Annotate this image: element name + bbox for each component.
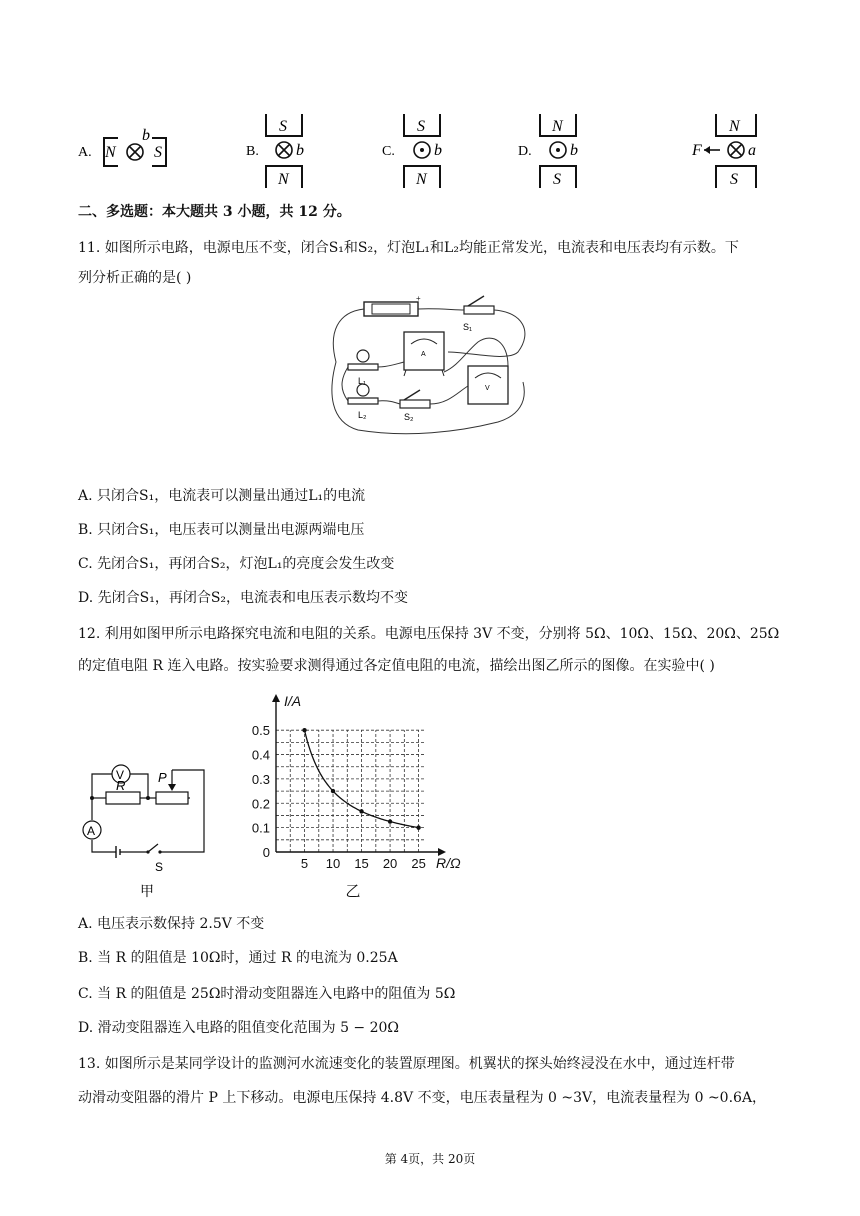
magnet-pole: S [730, 171, 738, 188]
rheostat [156, 792, 188, 804]
switch-label: S [155, 860, 164, 874]
y-tick-label: 0.1 [251, 820, 270, 836]
x-tick-label: 10 [325, 856, 341, 871]
q10-option-a [76, 126, 186, 176]
battery-icon [116, 846, 120, 858]
wire-label: b [296, 142, 304, 159]
resistor-r [106, 792, 140, 804]
q12-circuit-figure [76, 748, 216, 908]
y-tick-label: 0.5 [251, 723, 270, 739]
y-tick-label: 0.4 [251, 747, 270, 763]
magnet-pole: N [552, 118, 563, 135]
lamp-label: L₂ [358, 410, 367, 420]
q13-line2: 动滑动变阻器的滑片 P 上下移动。电源电压保持 4.8V 不变，电压表量程为 0 ~3V，电流表量程为 0 ~0.6A， [78, 1090, 767, 1106]
magnet-pole: N [729, 118, 740, 135]
data-point [302, 728, 306, 732]
q11-circuit-figure [318, 292, 544, 440]
magnet-pole: N [416, 171, 427, 188]
x-tick-label: 5 [300, 856, 309, 871]
figure-caption: 甲 [140, 883, 154, 899]
arrow-left-icon [704, 146, 710, 154]
magnet-pole: N [105, 144, 116, 161]
voltmeter-label: V [116, 768, 125, 782]
q13-line1: 13. 如图所示是某同学设计的监测河水流速变化的装置原理图。机翼状的探头始终浸没在水中，通过连杆带 [78, 1056, 735, 1072]
q10-option-d [518, 110, 598, 190]
data-point [331, 789, 335, 793]
q11-stem-line2: 列分析正确的是( ) [78, 270, 192, 286]
magnet-pole: S [553, 171, 561, 188]
section-title: 二、多选题：本大题共 3 小题，共 12 分。 [78, 204, 351, 220]
q11-option-d: D. 先闭合S₁，再闭合S₂，电流表和电压表示数均不变 [78, 590, 409, 606]
y-tick-label: 0.2 [251, 796, 270, 812]
q12-option-c: C. 当 R 的阻值是 25Ω时滑动变阻器连入电路中的阻值为 5Ω [78, 986, 456, 1002]
magnet-pole: N [278, 171, 289, 188]
wire-label: a [748, 142, 756, 159]
data-point [416, 825, 420, 829]
q11-option-a: A. 只闭合S₁，电流表可以测量出通过L₁的电流 [78, 488, 366, 504]
q12-option-d: D. 滑动变阻器连入电路的阻值变化范围为 5 − 20Ω [78, 1020, 400, 1036]
q11-option-b: B. 只闭合S₁，电压表可以测量出电源两端电压 [78, 522, 365, 538]
q10-reference-figure [690, 110, 780, 190]
y-tick-label: 0.3 [251, 771, 270, 787]
q12-stem-line2: 的定值电阻 R 连入电路。按实验要求测得通过各定值电阻的电流，描绘出图乙所示的图像。在实验中( ) [78, 658, 715, 674]
slider-label: P [158, 770, 167, 785]
q11-option-c: C. 先闭合S₁，再闭合S₂，灯泡L₁的亮度会发生改变 [78, 556, 395, 572]
resistor-label: R [116, 778, 126, 793]
y-tick-label: 0 [262, 845, 270, 860]
data-point [359, 809, 363, 813]
slider-arrow-icon [168, 784, 176, 791]
y-axis-arrow-icon [272, 694, 280, 702]
switch-s2-icon [400, 400, 430, 408]
data-point [388, 819, 392, 823]
x-tick-label: 15 [354, 856, 369, 871]
q12-option-b: B. 当 R 的阻值是 10Ω时，通过 R 的电流为 0.25A [78, 950, 398, 966]
q10-option-c [382, 110, 462, 190]
svg-text:A: A [421, 351, 426, 358]
magnet-pole: S [154, 144, 162, 161]
option-label: D. [518, 144, 532, 159]
x-tick-label: 20 [382, 856, 398, 871]
q12-graph [236, 690, 476, 904]
option-label: C. [382, 144, 395, 159]
wire-label: b [142, 127, 150, 144]
option-label: A. [78, 145, 92, 160]
ammeter-label: A [87, 824, 96, 838]
x-tick-label: 25 [411, 856, 426, 871]
magnet-pole: S [417, 118, 425, 135]
svg-text:+: + [416, 294, 421, 303]
switch-label: S₂ [404, 412, 414, 422]
wire-label: b [570, 142, 578, 159]
switch-label: S₁ [463, 322, 473, 332]
lamp-l2-icon [348, 398, 378, 404]
force-label: F [692, 142, 702, 159]
q12-stem-line1: 12. 利用如图甲所示电路探究电流和电阻的关系。电源电压保持 3V 不变，分别将 5Ω、10Ω、15Ω、20Ω、25Ω [78, 626, 780, 642]
q11-stem-line1: 11. 如图所示电路，电源电压不变，闭合S₁和S₂，灯泡L₁和L₂均能正常发光，电流表和电压表均有示数。下 [78, 240, 739, 256]
q10-option-b [244, 110, 324, 190]
svg-text:V: V [485, 385, 490, 392]
x-axis-label: R/Ω [436, 855, 461, 871]
option-label: B. [246, 144, 259, 159]
page-footer: 第 4页，共 20页 [384, 1152, 476, 1166]
lamp-l1-icon [348, 364, 378, 370]
switch-icon [148, 844, 158, 852]
q12-option-a: A. 电压表示数保持 2.5V 不变 [78, 916, 265, 932]
y-axis-label: I/A [284, 693, 302, 709]
switch-s1-icon [464, 306, 494, 314]
figure-caption: 乙 [345, 883, 361, 900]
magnet-pole: S [279, 118, 287, 135]
lamp-label: L₁ [358, 376, 367, 386]
wire-label: b [434, 142, 442, 159]
